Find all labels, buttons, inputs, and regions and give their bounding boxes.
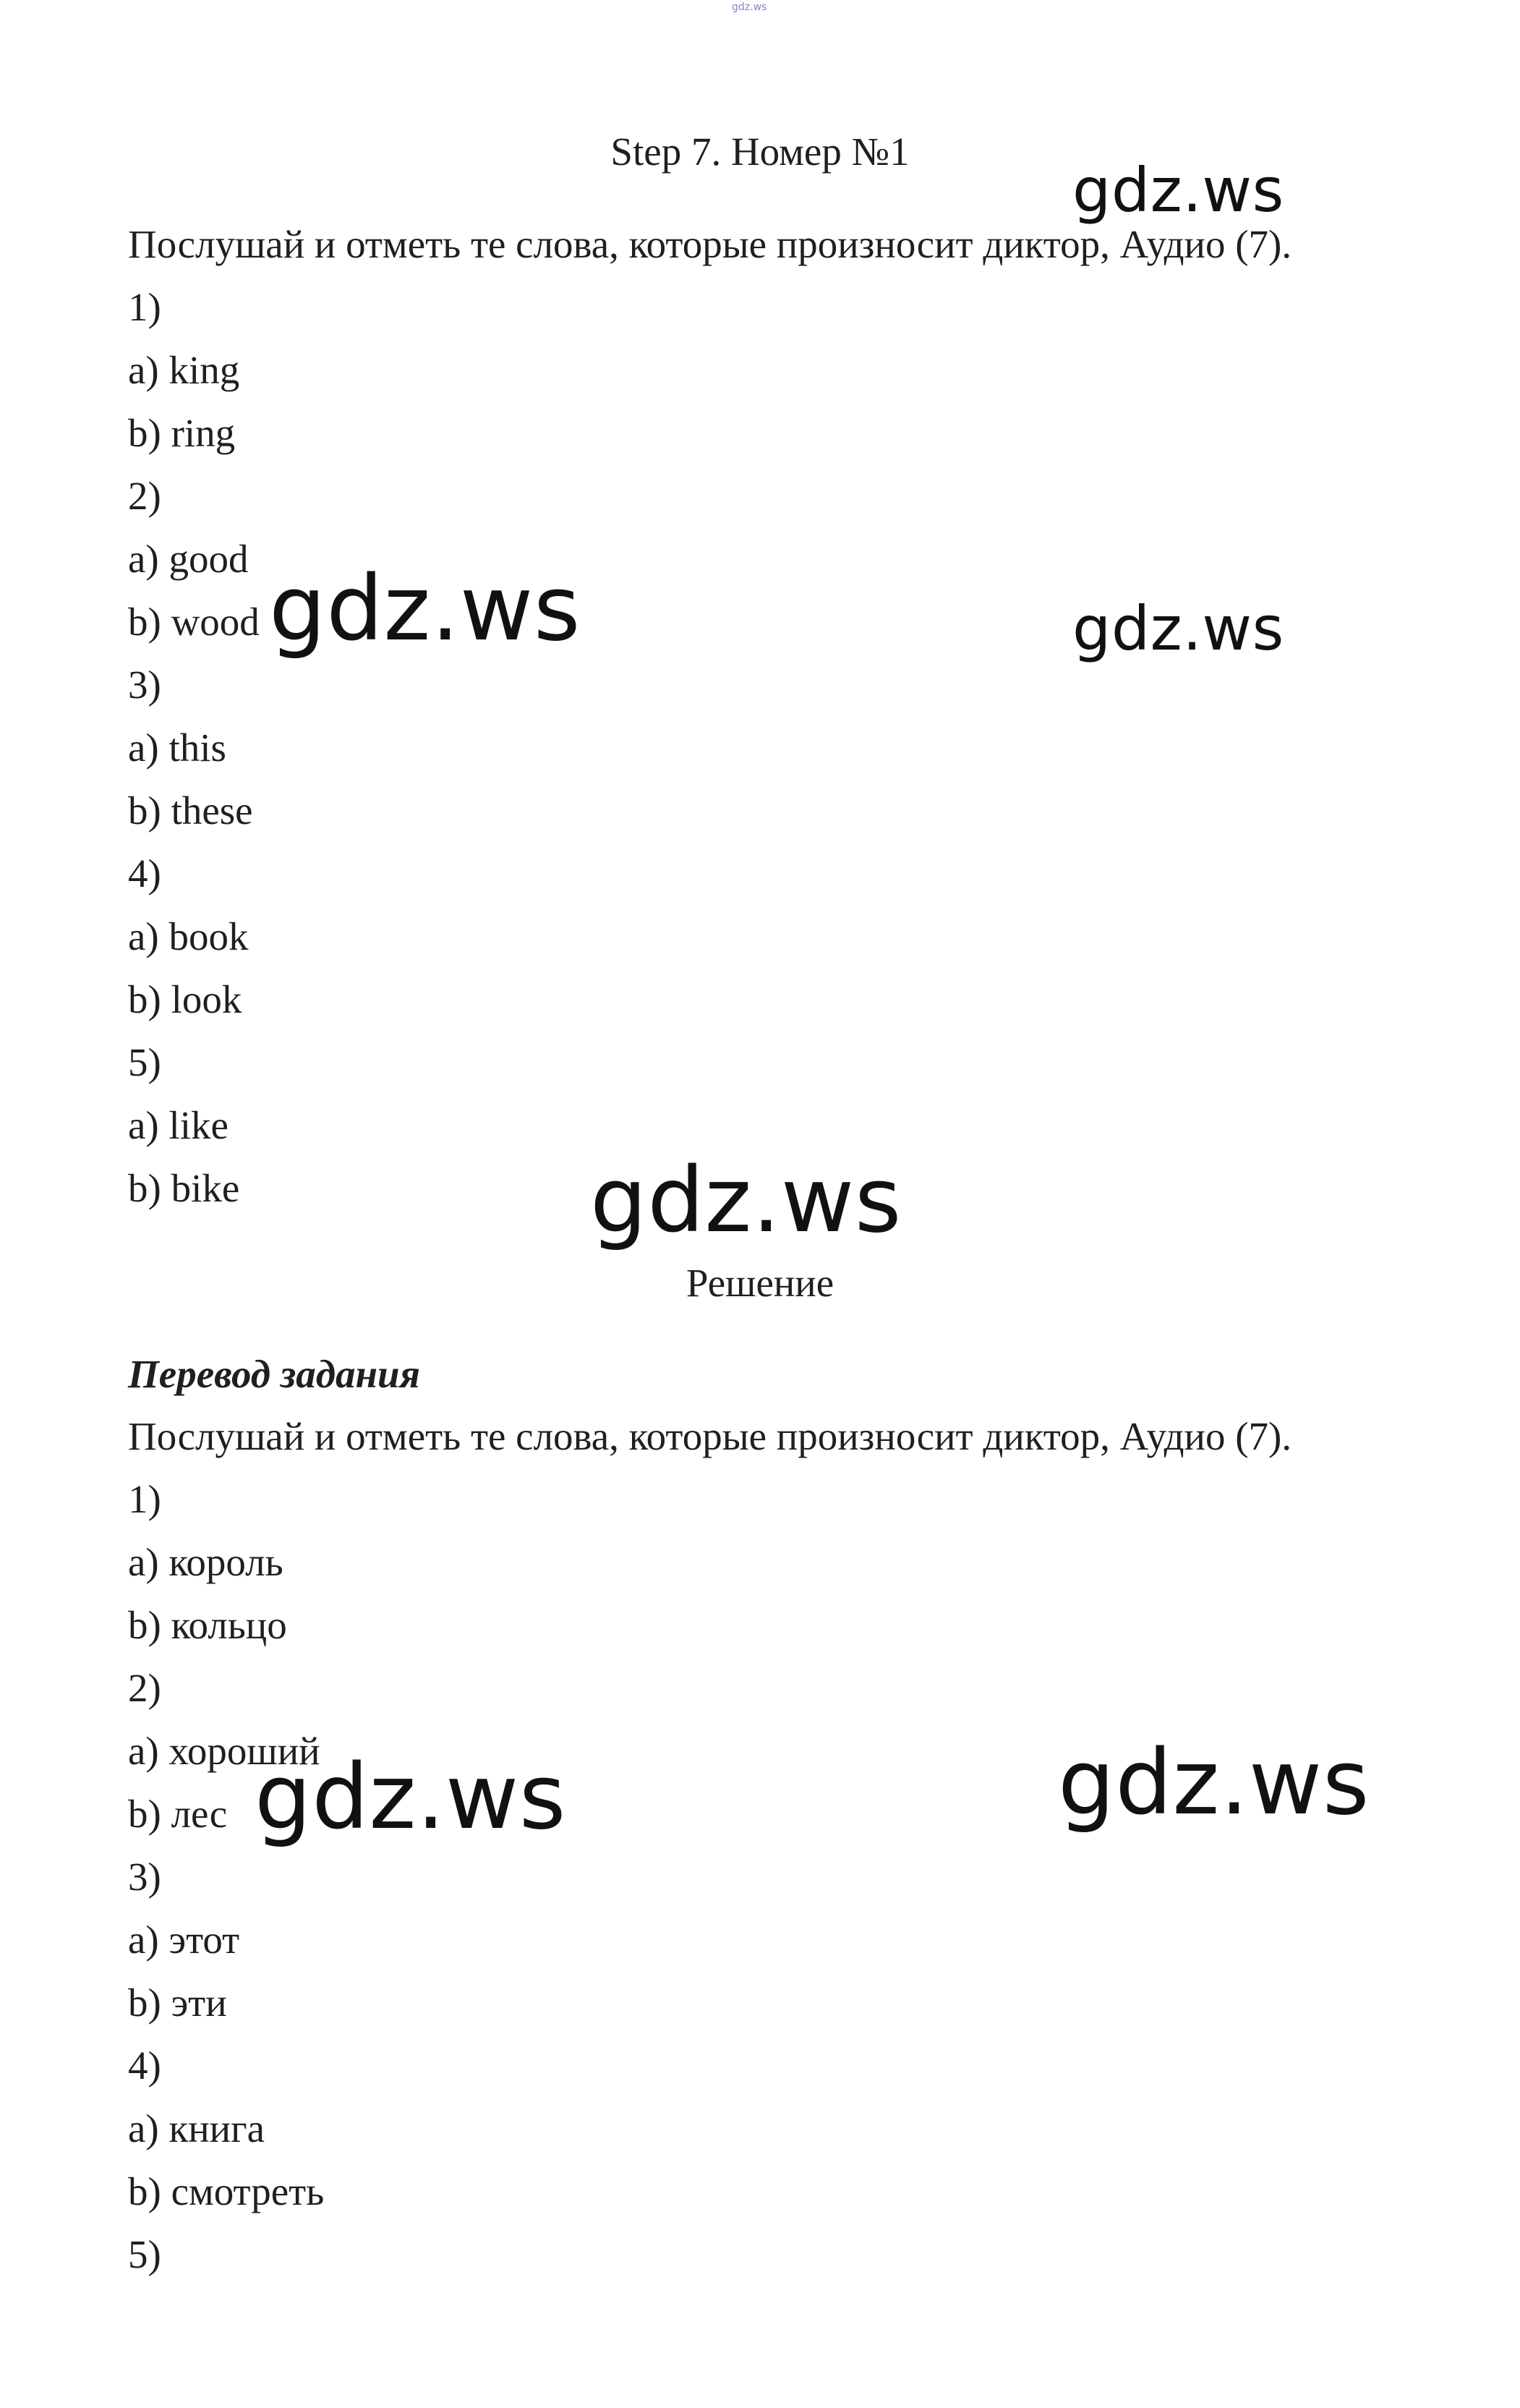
watermark: gdz.ws — [1058, 1731, 1370, 1835]
task-item-1-option-b: b) ring — [128, 411, 236, 455]
translation-item-3-option-b: b) эти — [128, 1981, 227, 2025]
task-item-2-option-b: b) wood — [128, 600, 260, 644]
task-item-1-option-a: a) king — [128, 348, 240, 392]
translation-item-3-option-a: a) этот — [128, 1918, 240, 1962]
task-item-2-number: 2) — [128, 474, 161, 518]
watermark: gdz.ws — [255, 1745, 566, 1850]
translation-heading: Перевод задания — [128, 1352, 420, 1396]
task-item-4-option-b: b) look — [128, 977, 242, 1021]
task-item-4-number: 4) — [128, 851, 161, 895]
translation-item-2-number: 2) — [128, 1666, 161, 1710]
task-item-5-option-a: a) like — [128, 1103, 229, 1147]
translation-item-3-number: 3) — [128, 1855, 161, 1899]
translation-item-1-option-a: a) король — [128, 1540, 283, 1584]
solution-heading: Решение — [686, 1261, 834, 1305]
translation-instruction: Послушай и отметь те слова, которые произносит диктор, Аудио (7). — [128, 1414, 1292, 1458]
task-item-5-option-b: b) bike — [128, 1166, 240, 1210]
translation-item-1-number: 1) — [128, 1477, 161, 1521]
task-item-2-option-a: a) good — [128, 537, 249, 581]
watermark: gdz.ws — [269, 557, 581, 661]
task-instruction: Послушай и отметь те слова, которые произносит диктор, Аудио (7). — [128, 222, 1292, 266]
translation-item-4-option-a: a) книга — [128, 2106, 265, 2150]
task-item-3-number: 3) — [128, 663, 161, 707]
task-item-1-number: 1) — [128, 285, 161, 329]
task-item-5-number: 5) — [128, 1040, 161, 1084]
watermark: gdz.ws — [1072, 593, 1284, 664]
translation-item-4-option-b: b) смотреть — [128, 2169, 325, 2213]
task-item-4-option-a: a) book — [128, 914, 249, 958]
translation-item-2-option-b: b) лес — [128, 1792, 228, 1836]
watermark: gdz.ws — [1072, 155, 1284, 226]
watermark-small: gdz.ws — [732, 1, 767, 13]
translation-item-4-number: 4) — [128, 2043, 161, 2088]
translation-item-2-option-a: a) хороший — [128, 1729, 320, 1773]
translation-item-1-option-b: b) кольцо — [128, 1603, 287, 1647]
task-item-3-option-b: b) these — [128, 788, 253, 833]
translation-item-5-number: 5) — [128, 2232, 161, 2276]
page-title: Step 7. Номер №1 — [610, 129, 910, 174]
watermark: gdz.ws — [590, 1149, 902, 1253]
task-item-3-option-a: a) this — [128, 726, 226, 770]
